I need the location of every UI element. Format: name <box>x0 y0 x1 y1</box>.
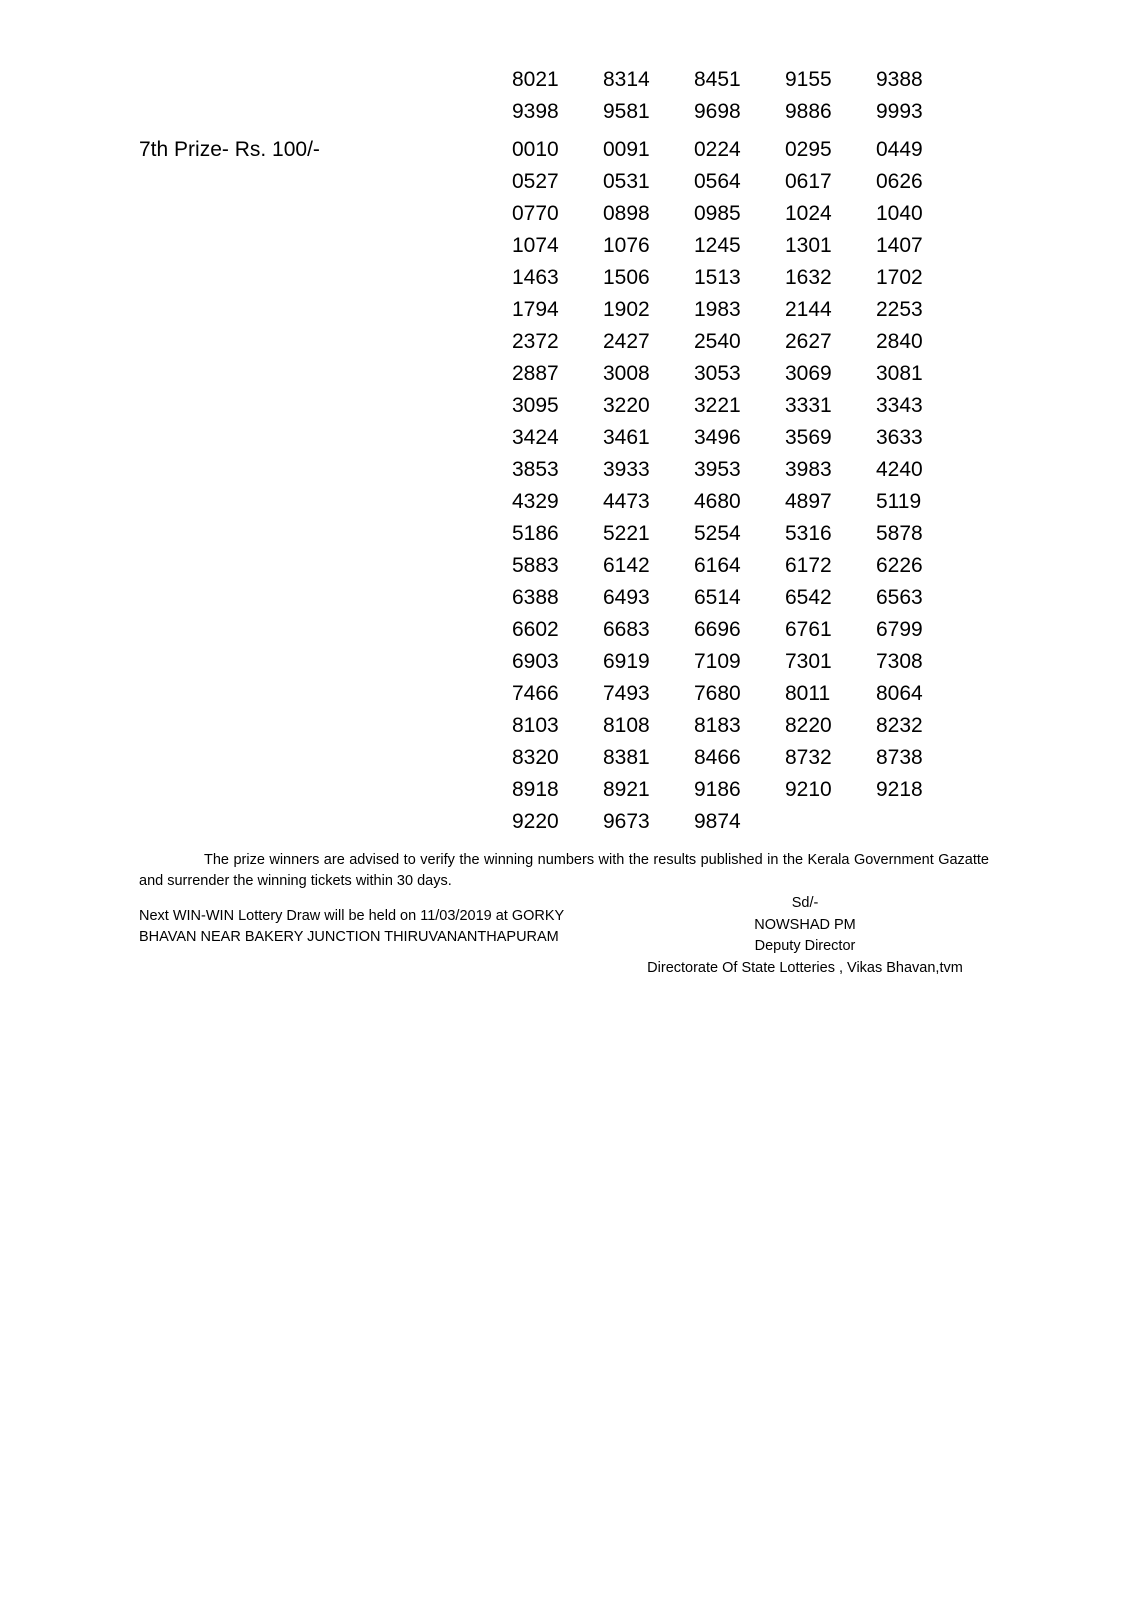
number-row <box>512 550 967 582</box>
winning-number: 0449 <box>876 138 923 161</box>
winning-number: 3424 <box>512 426 559 449</box>
number-row <box>512 64 967 96</box>
winning-number: 8021 <box>512 68 559 91</box>
winning-number: 9886 <box>785 100 832 123</box>
winning-number: 9218 <box>876 778 923 801</box>
winning-number: 6919 <box>603 650 650 673</box>
winning-number: 7466 <box>512 682 559 705</box>
winning-number: 3853 <box>512 458 559 481</box>
winning-number: 5221 <box>603 522 650 545</box>
winning-number: 8921 <box>603 778 650 801</box>
winning-number: 8108 <box>603 714 650 737</box>
winning-number: 3220 <box>603 394 650 417</box>
winning-number: 8220 <box>785 714 832 737</box>
winning-number: 5186 <box>512 522 559 545</box>
winning-number: 1024 <box>785 202 832 225</box>
winning-number: 6226 <box>876 554 923 577</box>
winning-number: 8732 <box>785 746 832 769</box>
winning-number: 6172 <box>785 554 832 577</box>
winning-number: 3461 <box>603 426 650 449</box>
number-row <box>512 96 967 128</box>
winning-number: 6563 <box>876 586 923 609</box>
winning-number: 3933 <box>603 458 650 481</box>
winning-number: 9581 <box>603 100 650 123</box>
winning-number: 9993 <box>876 100 923 123</box>
winning-number: 7493 <box>603 682 650 705</box>
winning-number: 6493 <box>603 586 650 609</box>
winning-number: 0617 <box>785 170 832 193</box>
winning-number: 0985 <box>694 202 741 225</box>
winning-number: 7301 <box>785 650 832 673</box>
number-row <box>512 262 967 294</box>
winning-number: 4329 <box>512 490 559 513</box>
winning-number: 9874 <box>694 810 741 833</box>
number-row <box>512 774 967 806</box>
winning-number: 7109 <box>694 650 741 673</box>
winning-number: 5119 <box>876 490 922 513</box>
number-row <box>512 678 967 710</box>
winning-number: 6164 <box>694 554 741 577</box>
seventh-prize-label: 7th Prize- Rs. 100/- <box>139 138 320 161</box>
number-row <box>512 518 967 550</box>
winning-number: 2540 <box>694 330 741 353</box>
winning-number: 9155 <box>785 68 832 91</box>
winning-number: 9210 <box>785 778 832 801</box>
winning-number: 8451 <box>694 68 741 91</box>
winning-number: 8320 <box>512 746 559 769</box>
winning-number: 0010 <box>512 138 559 161</box>
winning-number: 6799 <box>876 618 923 641</box>
winning-number: 3633 <box>876 426 923 449</box>
winning-number: 6514 <box>694 586 741 609</box>
winning-number: 8011 <box>785 682 831 705</box>
signatory-name: NOWSHAD PM <box>754 916 856 933</box>
winning-number: 8314 <box>603 68 650 91</box>
winning-number: 0898 <box>603 202 650 225</box>
winning-number: 6696 <box>694 618 741 641</box>
winning-number: 3221 <box>694 394 741 417</box>
winning-number: 5878 <box>876 522 923 545</box>
number-row <box>512 422 967 454</box>
winning-number: 0295 <box>785 138 832 161</box>
winning-number: 9398 <box>512 100 559 123</box>
winning-number: 0564 <box>694 170 741 193</box>
number-row <box>512 326 967 358</box>
winning-number: 0224 <box>694 138 741 161</box>
winning-number: 3496 <box>694 426 741 449</box>
signatory-office: Directorate Of State Lotteries , Vikas Bhavan,tvm <box>647 959 963 976</box>
next-draw-line-2: BHAVAN NEAR BAKERY JUNCTION THIRUVANANTHAPURAM <box>139 929 559 945</box>
winning-number: 9673 <box>603 810 650 833</box>
winning-number: 3081 <box>876 362 923 385</box>
winning-number: 1076 <box>603 234 650 257</box>
signature-sd: Sd/- <box>791 895 819 911</box>
next-draw-info <box>139 906 599 948</box>
number-row <box>512 166 967 198</box>
winning-number: 4473 <box>603 490 650 513</box>
winning-number: 8466 <box>694 746 741 769</box>
winning-number: 1407 <box>876 234 923 257</box>
winning-number: 3008 <box>603 362 650 385</box>
number-row <box>512 710 967 742</box>
winning-number: 3343 <box>876 394 923 417</box>
winning-number: 2427 <box>603 330 650 353</box>
winning-number: 0626 <box>876 170 923 193</box>
winning-number: 3069 <box>785 362 832 385</box>
winning-number: 1513 <box>694 266 741 289</box>
winning-number: 8183 <box>694 714 741 737</box>
winning-number: 1506 <box>603 266 650 289</box>
winning-number: 1632 <box>785 266 832 289</box>
number-row <box>512 582 967 614</box>
number-row <box>512 358 967 390</box>
winning-number: 8381 <box>603 746 650 769</box>
winning-number: 5254 <box>694 522 741 545</box>
winning-number: 6761 <box>785 618 832 641</box>
winning-number: 0770 <box>512 202 559 225</box>
winning-number: 0531 <box>603 170 650 193</box>
winning-number: 7680 <box>694 682 741 705</box>
winning-number: 9388 <box>876 68 923 91</box>
winning-number: 1902 <box>603 298 650 321</box>
winning-number: 7308 <box>876 650 923 673</box>
number-row <box>512 198 967 230</box>
winning-number: 1983 <box>694 298 741 321</box>
number-row <box>512 134 967 166</box>
winning-number: 1702 <box>876 266 923 289</box>
verification-note: The prize winners are advised to verify the winning numbers with the results published in the Kerala Government Gazatte and surrender the winning tickets within 30 days. <box>139 852 989 889</box>
signatory-title: Deputy Director <box>754 938 856 954</box>
winning-number: 9220 <box>512 810 559 833</box>
winning-number: 6602 <box>512 618 559 641</box>
winning-number: 0527 <box>512 170 559 193</box>
winning-number: 6142 <box>603 554 650 577</box>
seventh-prize-numbers <box>512 134 967 838</box>
signature-block <box>600 893 1010 979</box>
winning-number: 2372 <box>512 330 559 353</box>
number-row <box>512 390 967 422</box>
winning-number: 6903 <box>512 650 559 673</box>
number-row <box>512 454 967 486</box>
winning-number: 4240 <box>876 458 923 481</box>
winning-number: 8103 <box>512 714 559 737</box>
winning-number: 3053 <box>694 362 741 385</box>
winning-number: 1245 <box>694 234 741 257</box>
winning-number: 1794 <box>512 298 559 321</box>
winning-number: 3569 <box>785 426 832 449</box>
winning-number: 1301 <box>785 234 832 257</box>
number-row <box>512 486 967 518</box>
winning-number: 9186 <box>694 778 741 801</box>
winning-number: 2144 <box>785 298 832 321</box>
winning-number: 1074 <box>512 234 559 257</box>
number-row <box>512 742 967 774</box>
next-draw-line-1: Next WIN-WIN Lottery Draw will be held on 11/03/2019 at GORKY <box>139 908 565 924</box>
winning-number: 2887 <box>512 362 559 385</box>
winning-number: 6683 <box>603 618 650 641</box>
winning-number: 5316 <box>785 522 832 545</box>
winning-number: 9698 <box>694 100 741 123</box>
previous-prize-continuation <box>512 64 967 128</box>
winning-number: 8232 <box>876 714 923 737</box>
number-row <box>512 294 967 326</box>
winning-number: 5883 <box>512 554 559 577</box>
winning-number: 3953 <box>694 458 741 481</box>
winning-number: 6388 <box>512 586 559 609</box>
winning-number: 2253 <box>876 298 923 321</box>
number-row <box>512 614 967 646</box>
winning-number: 8738 <box>876 746 923 769</box>
winning-number: 3095 <box>512 394 559 417</box>
winning-number: 1040 <box>876 202 923 225</box>
winning-number: 8918 <box>512 778 559 801</box>
winning-number: 3983 <box>785 458 832 481</box>
winning-number: 8064 <box>876 682 923 705</box>
winning-number: 4680 <box>694 490 741 513</box>
winning-number: 1463 <box>512 266 559 289</box>
winning-number: 0091 <box>603 138 650 161</box>
winning-number: 2840 <box>876 330 923 353</box>
number-row <box>512 806 967 838</box>
winning-number: 6542 <box>785 586 832 609</box>
winning-number: 2627 <box>785 330 832 353</box>
winning-number: 4897 <box>785 490 832 513</box>
number-row <box>512 230 967 262</box>
winning-number: 3331 <box>785 394 832 417</box>
number-row <box>512 646 967 678</box>
